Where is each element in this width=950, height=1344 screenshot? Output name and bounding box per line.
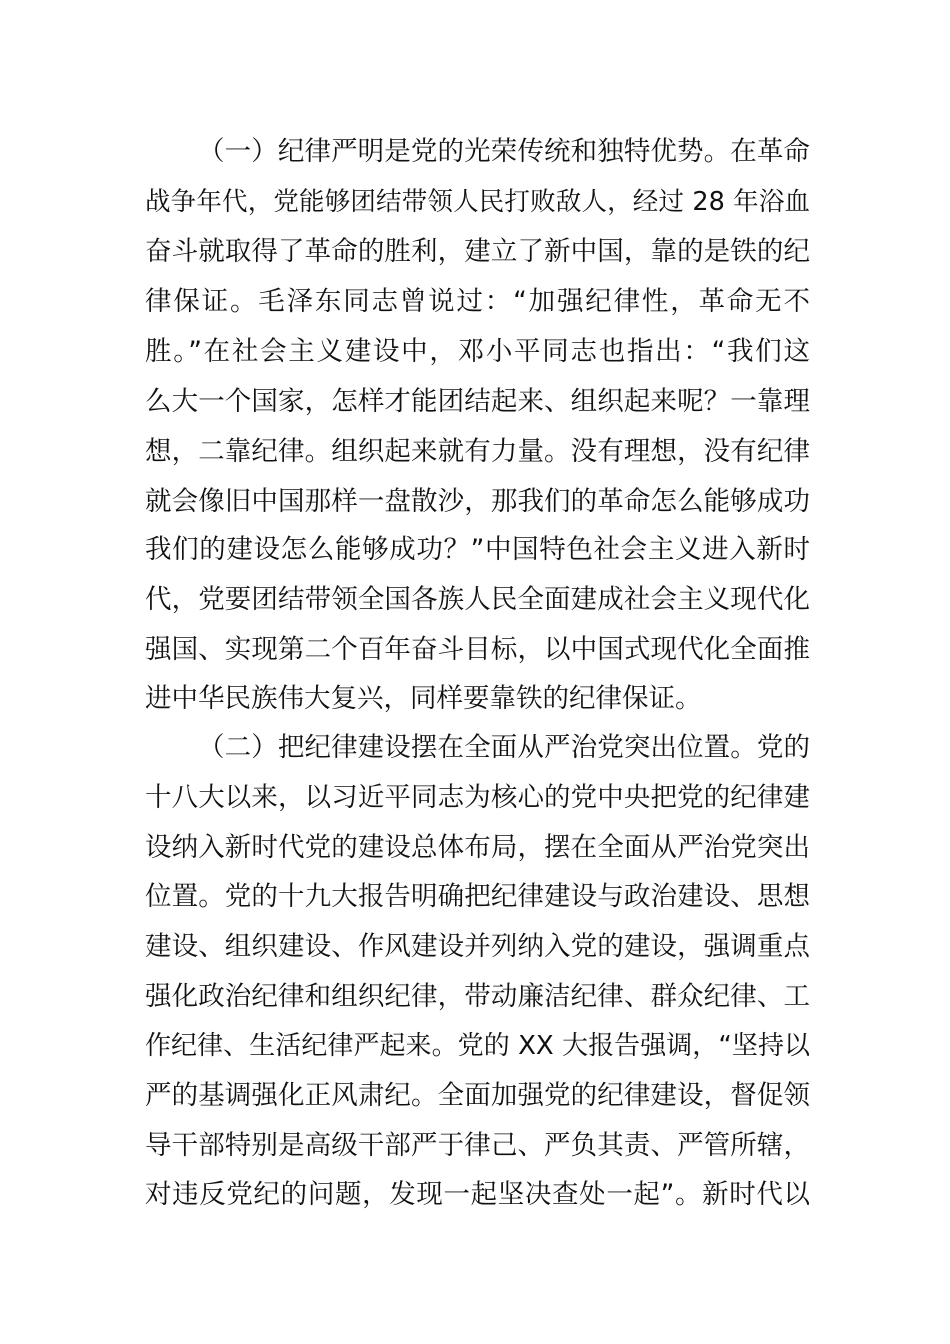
- paragraph-1-line-5: 胜。”在社会主义建设中，邓小平同志也指出：“我们这: [145, 336, 810, 367]
- paragraph-2-line-4: 位置。党的十九大报告明确把纪律建设与政治建设、思想: [145, 881, 810, 912]
- paragraph-1-line-4: 律保证。毛泽东同志曾说过：“加强纪律性，革命无不: [145, 286, 810, 317]
- paragraph-2-line-3: 设纳入新时代党的建设总体布局，摆在全面从严治党突出: [145, 832, 810, 863]
- paragraph-2-line-6: 强化政治纪律和组织纪律，带动廉洁纪律、群众纪律、工: [145, 981, 810, 1012]
- paragraph-1-line-3: 奋斗就取得了革命的胜利，建立了新中国，靠的是铁的纪: [145, 236, 810, 267]
- paragraph-1-line-8: 就会像旧中国那样一盘散沙，那我们的革命怎么能够成功: [145, 486, 810, 517]
- paragraph-2-line-10: 对违反党纪的问题，发现一起坚决查处一起”。新时代以: [145, 1179, 810, 1210]
- paragraph-1-line-2: 战争年代，党能够团结带领人民打败敌人，经过 28 年浴血: [145, 187, 810, 217]
- paragraph-1-line-7: 想，二靠纪律。组织起来就有力量。没有理想，没有纪律: [145, 436, 810, 467]
- paragraph-2-line-7: 作纪律、生活纪律严起来。党的 XX 大报告强调，“坚持以: [145, 1031, 810, 1061]
- paragraph-1-line-6: 么大一个国家，怎样才能团结起来、组织起来呢？一靠理: [145, 386, 810, 417]
- paragraph-1-line-10: 代，党要团结带领全国各族人民全面建成社会主义现代化: [145, 584, 810, 615]
- paragraph-2-line-5: 建设、组织建设、作风建设并列纳入党的建设，强调重点: [145, 931, 810, 962]
- paragraph-2-line-1: （二）把纪律建设摆在全面从严治党突出位置。党的: [198, 732, 810, 763]
- paragraph-1-line-1: （一）纪律严明是党的光荣传统和独特优势。在革命: [198, 136, 810, 167]
- paragraph-2-line-9: 导干部特别是高级干部严于律己、严负其责、严管所辖，: [145, 1130, 810, 1161]
- paragraph-1-line-9: 我们的建设怎么能够成功？”中国特色社会主义进入新时: [145, 534, 810, 565]
- paragraph-2-line-2: 十八大以来，以习近平同志为核心的党中央把党的纪律建: [145, 782, 810, 813]
- paragraph-1-line-11: 强国、实现第二个百年奋斗目标，以中国式现代化全面推: [145, 634, 810, 665]
- paragraph-2-line-8: 严的基调强化正风肃纪。全面加强党的纪律建设，督促领: [145, 1080, 810, 1111]
- paragraph-1-line-12: 进中华民族伟大复兴，同样要靠铁的纪律保证。: [145, 683, 702, 714]
